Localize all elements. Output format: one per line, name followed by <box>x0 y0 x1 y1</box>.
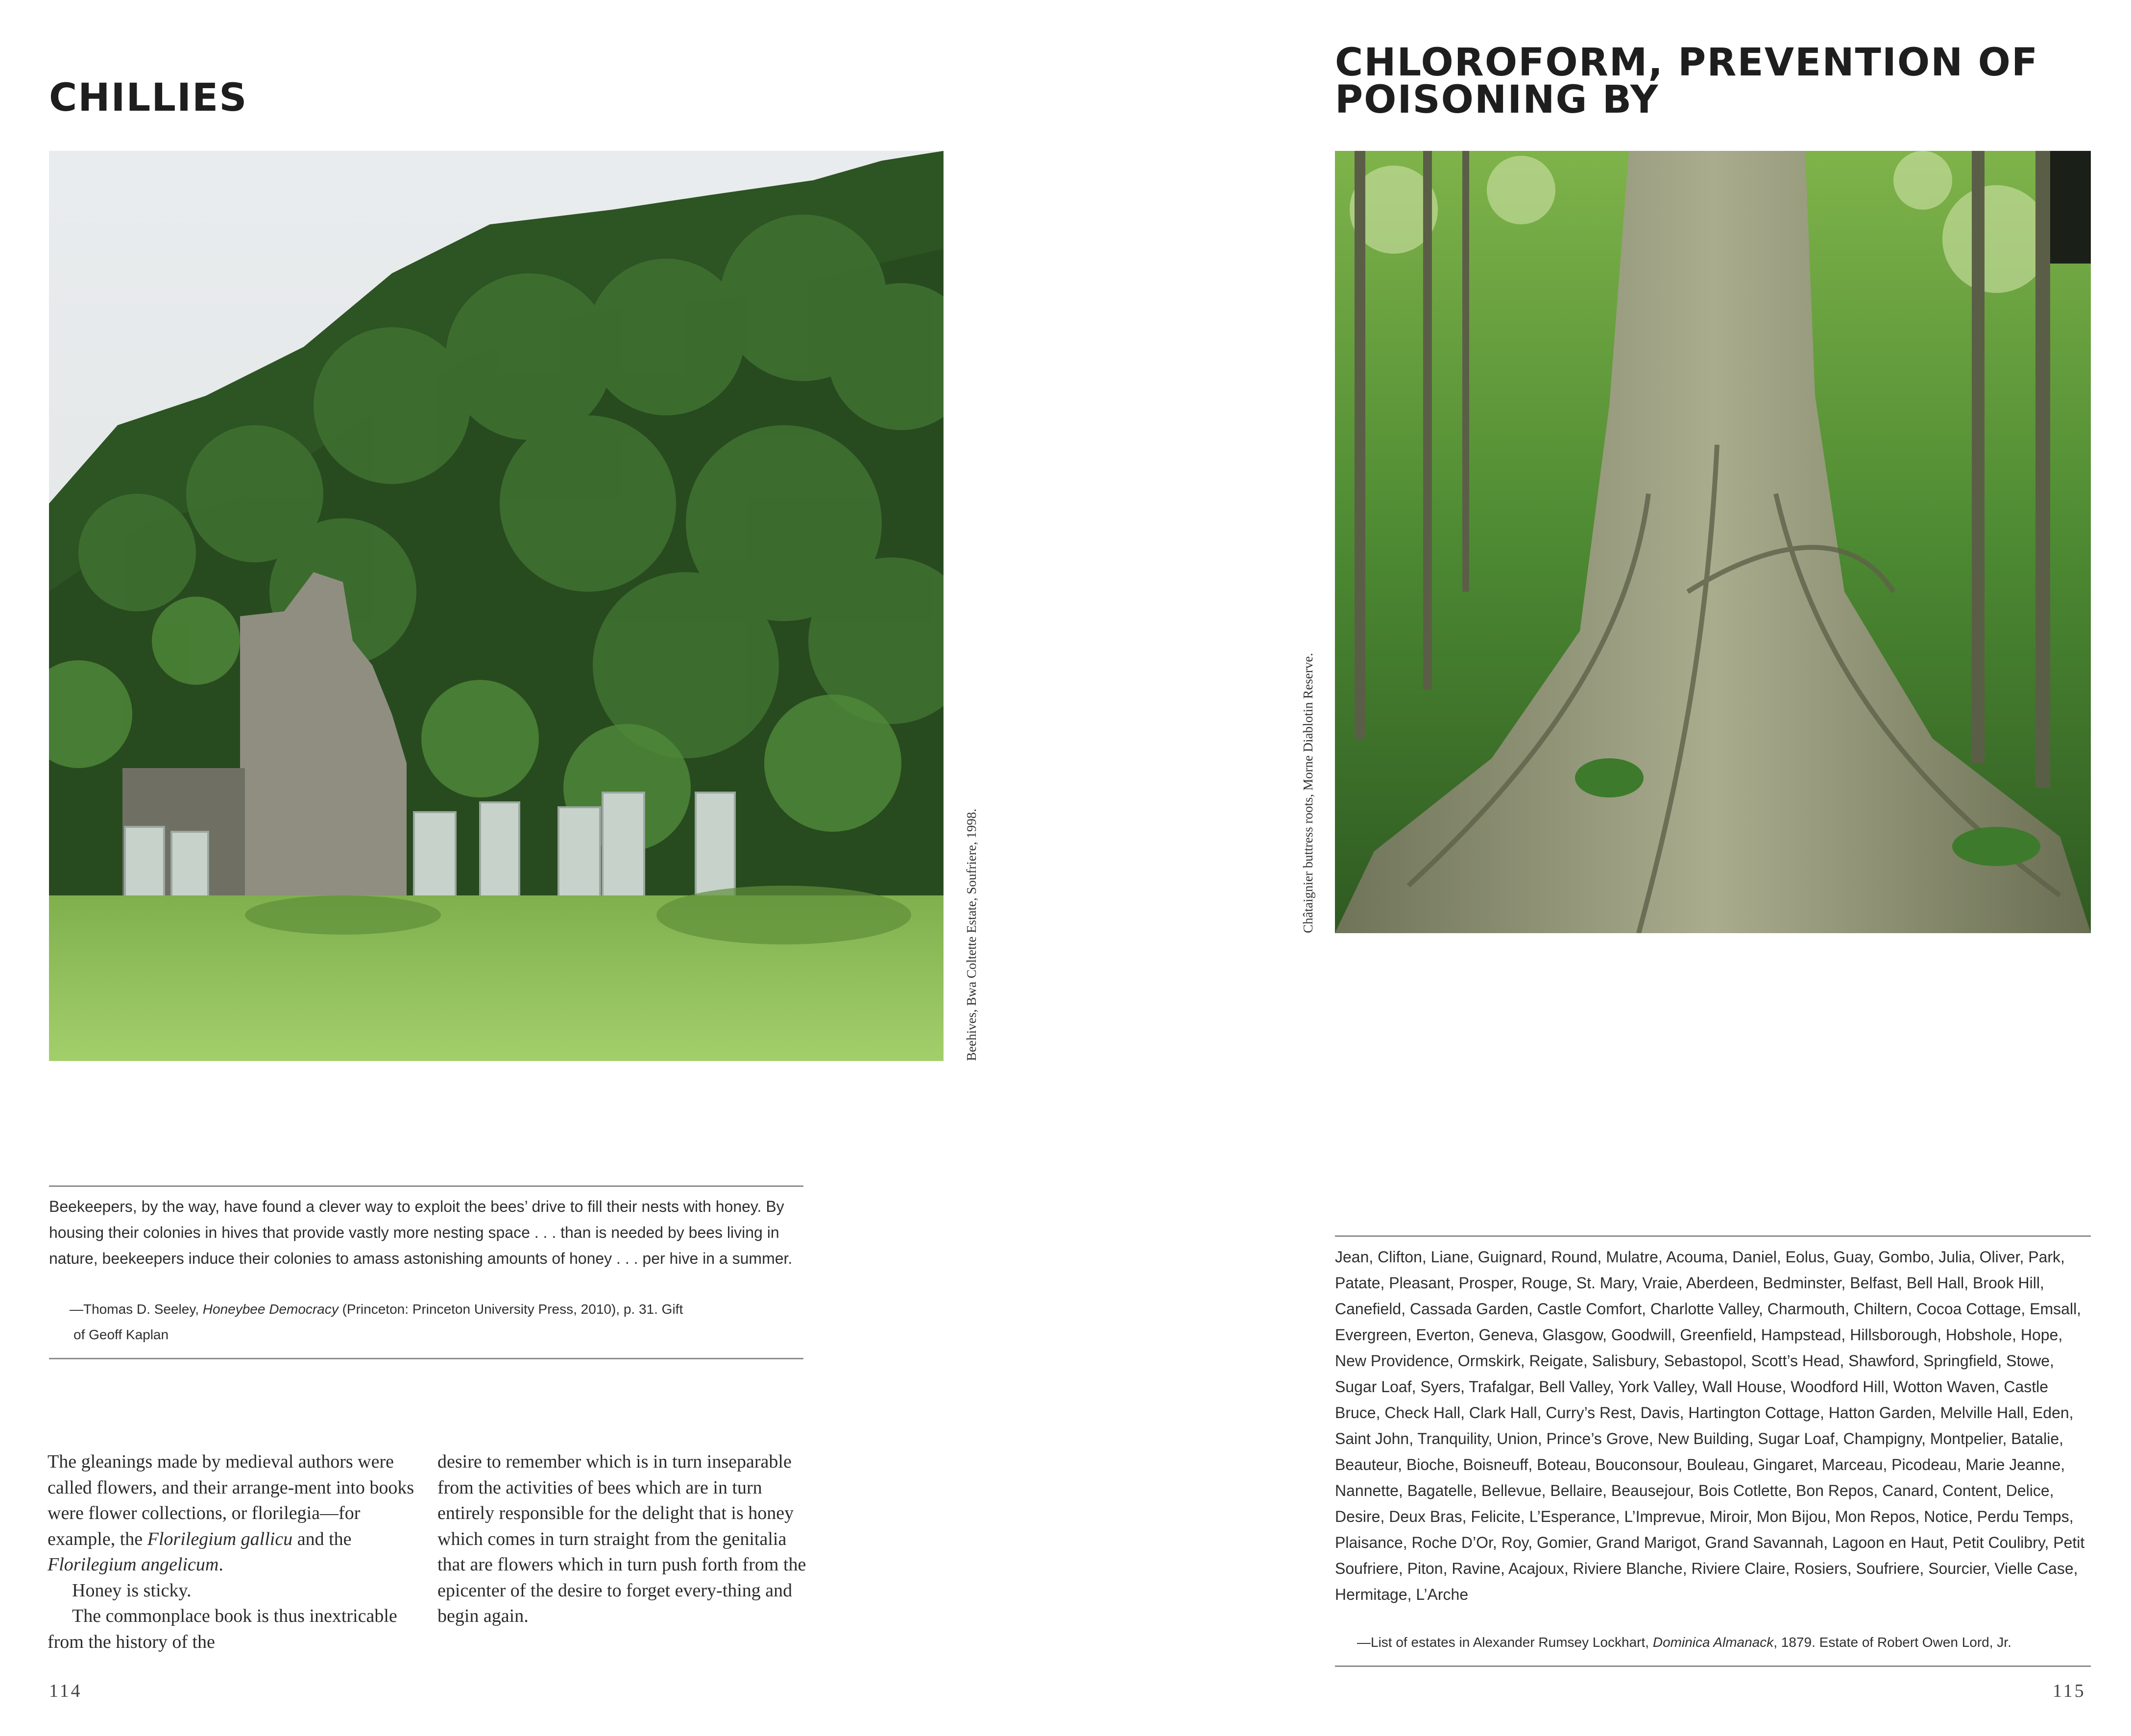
body-p1-text-c: . <box>218 1554 223 1575</box>
page-number-right: 115 <box>2053 1681 2086 1701</box>
beehives-photo <box>49 151 944 1061</box>
beehives-caption: Beehives, Bwa Coltette Estate, Soufriere, 1998. <box>964 808 979 1061</box>
seeley-quote: Beekeepers, by the way, have found a clever way to exploit the bees’ drive to fill their nests with honey. By housing their colonies in hives that provide vastly more nesting space . . . than is needed by bees living in nature, beekeepers induce their colonies to amass astonishing amounts of honey . . . per hive in a summer. <box>49 1198 793 1267</box>
buttress-roots-illustration <box>1335 151 2091 933</box>
seeley-attribution-line2: of Geoff Kaplan <box>73 1327 169 1342</box>
body-p1-text-a: The gleanings made by medieval authors were called flowers, and their arrange-ment into books were flower collections, or florilegia—for example, the <box>48 1451 414 1549</box>
beehives-illustration <box>49 151 944 1061</box>
almanack-title: Dominica Almanack <box>1652 1635 1774 1650</box>
seeley-attribution-rest: (Princeton: Princeton University Press, 2010), p. 31. Gift <box>338 1302 683 1317</box>
page-title-chloroform: CHLOROFORM, PREVENTION OF POISONING BY <box>1335 41 2039 122</box>
list-top-rule <box>1335 1235 2091 1237</box>
estates-attribution-prefix: —List of estates in Alexander Rumsey Lockhart, <box>1357 1635 1653 1650</box>
body-paragraph-2: Honey is sticky. <box>72 1580 192 1601</box>
quote-bottom-rule <box>49 1358 803 1359</box>
seeley-book-title: Honeybee Democracy <box>202 1302 339 1317</box>
estates-attribution <box>1357 1630 2092 1655</box>
dark-corner <box>2050 151 2091 264</box>
body-column-left <box>48 1449 420 1655</box>
body-paragraph-1 <box>48 1449 420 1578</box>
body-p1-text-b: and the <box>292 1528 352 1549</box>
buttress-roots-caption: Châtaignier buttress roots, Morne Diablotin Reserve. <box>1301 652 1315 933</box>
body-column-right: desire to remember which is in turn inseparable from the activities of bees which are in turn entirely responsible for the delight that is honey which comes in turn straight from the genitalia that are flowers which in turn push forth from the epicenter of the desire to forget every-thing and begin again. <box>437 1451 806 1626</box>
seeley-attribution <box>70 1297 804 1348</box>
estates-attribution-rest: , 1879. Estate of Robert Owen Lord, Jr. <box>1773 1635 2011 1650</box>
estates-list: Jean, Clifton, Liane, Guignard, Round, Mulatre, Acouma, Daniel, Eolus, Guay, Gombo, Julia, Oliver, Park, Patate, Pleasant, Prosper, Rouge, St. Mary, Vraie, Aberdeen, Bedminster, Belfast, Bell Hall, Brook Hill, Canefield, Cassada Garden, Castle Comfort, Charlotte Valley, Charmouth, Chiltern, Cocoa Cottage, Emsall, Evergreen, Everton, Geneva, Glasgow, Goodwill, Greenfield, Hampstead, Hillsborough, Hobshole, Hope, New Providence, Ormskirk, Reigate, Salisbury, Sebastopol, Scott’s Head, Shawford, Springfield, Stowe, Sugar Loaf, Syers, Trafalgar, Bell Valley, York Valley, Wall House, Woodford Hill, Wotton Waven, Castle Bruce, Check Hall, Clark Hall, Curry’s Rest, Davis, Hartington Cottage, Hatton Garden, Melville Hall, Eden, Saint John, Tranquility, Union, Prince’s Grove, New Building, Sugar Loaf, Champigny, Montpelier, Batalie, Beauteur, Bioche, Boisneuff, Boteau, Bouconsour, Bouleau, Gingaret, Marceau, Picodeau, Marie Jeanne, Nannette, Bagatelle, Bellevue, Bellaire, Beausejour, Bois Cotlette, Bon Repos, Canard, Content, Delice, Desire, Deux Bras, Felicite, L’Esperance, L’Imprevue, Miroir, Mon Bijou, Mon Repos, Notice, Perdu Temps, Plaisance, Roche D’Or, Roy, Gomier, Grand Marigot, Grand Savannah, Lagoon en Haut, Petit Coulibry, Petit Soufriere, Piton, Ravine, Acajoux, Riviere Blanche, Riviere Claire, Rosiers, Soufriere, Sourcier, Vielle Case, Hermitage, L’Arche <box>1335 1248 2085 1603</box>
buttress-roots-photo <box>1335 151 2091 933</box>
florilegium-gallicu: Florilegium gallicu <box>147 1528 293 1549</box>
list-bottom-rule <box>1335 1665 2091 1667</box>
page-number-left: 114 <box>49 1681 82 1701</box>
body-paragraph-3: The commonplace book is thus inextricable from the history of the <box>48 1606 397 1652</box>
florilegium-angelicum: Florilegium angelicum <box>48 1554 219 1575</box>
seeley-attribution-prefix: —Thomas D. Seeley, <box>70 1302 203 1317</box>
quote-top-rule <box>49 1185 803 1187</box>
page-title-chillies: CHILLIES <box>49 76 248 120</box>
